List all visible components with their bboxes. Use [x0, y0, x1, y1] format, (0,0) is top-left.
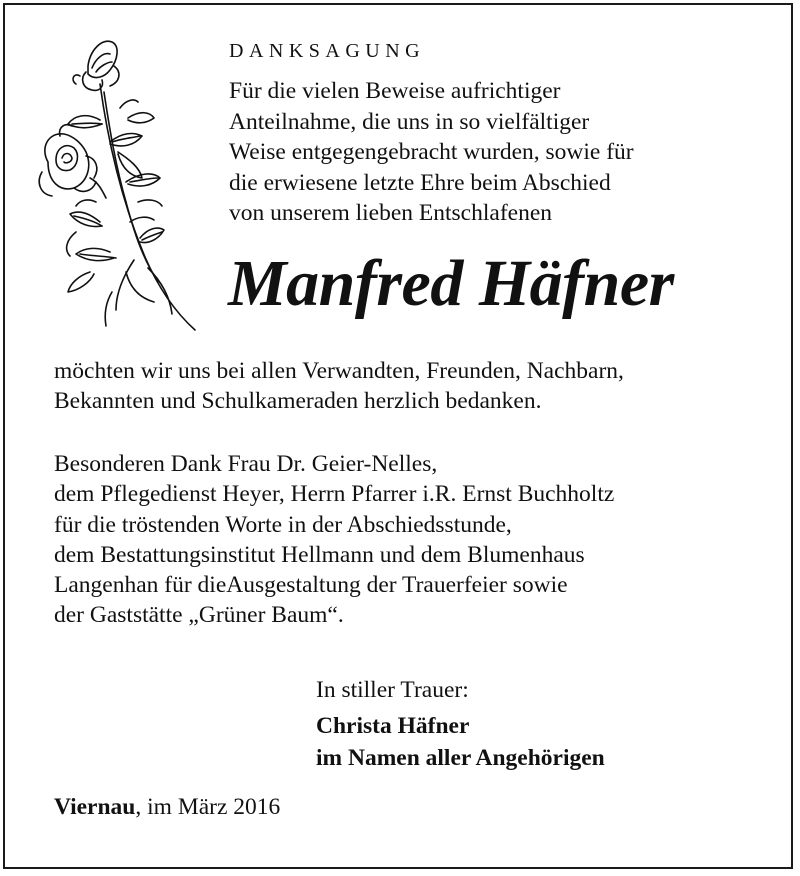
intro-line: Für die vielen Beweise aufrichtiger	[229, 78, 561, 104]
intro-text	[229, 76, 689, 229]
place-date	[54, 794, 280, 821]
intro-line: von unserem lieben Entschlafenen	[229, 200, 553, 226]
special-thanks-line: dem Pflegedienst Heyer, Herrn Pfarrer i.R. Ernst Buchholtz	[54, 481, 615, 508]
intro-line: die erwiesene letzte Ehre beim Abschied	[229, 169, 611, 196]
special-thanks-line: dem Bestattungsinstitut Hellmann und dem Blumenhaus	[54, 541, 585, 568]
thanks-text	[54, 356, 624, 417]
deceased-name: Manfred Häfner	[228, 247, 674, 320]
place-name: Viernau	[54, 794, 136, 820]
thanks-line: Bekannten und Schulkameraden herzlich bedanken.	[54, 388, 542, 415]
special-thanks-line: für die tröstenden Worte in der Abschiedsstunde,	[54, 511, 512, 538]
special-thanks-text	[54, 449, 614, 631]
intro-line: Anteilnahme, die uns in so vielfältiger	[229, 108, 590, 135]
signatory-name: Christa Häfner	[316, 713, 470, 739]
signatory-note: im Namen aller Angehörigen	[316, 745, 605, 771]
special-thanks-line: Besonderen Dank Frau Dr. Geier-Nelles,	[54, 451, 438, 477]
rose-icon	[30, 32, 205, 332]
thanks-line: möchten wir uns bei allen Verwandten, Freunden, Nachbarn,	[54, 358, 624, 384]
special-thanks-line: der Gaststätte „Grüner Baum“.	[54, 602, 344, 629]
special-thanks-line: Langenhan für dieAusgestaltung der Trauerfeier sowie	[54, 572, 568, 599]
signature-block	[316, 674, 605, 774]
mourning-label: In stiller Trauer:	[316, 677, 469, 703]
notice-heading: DANKSAGUNG	[229, 40, 426, 62]
intro-line: Weise entgegengebracht wurden, sowie für	[229, 139, 634, 165]
notice-date: , im März 2016	[135, 794, 281, 820]
